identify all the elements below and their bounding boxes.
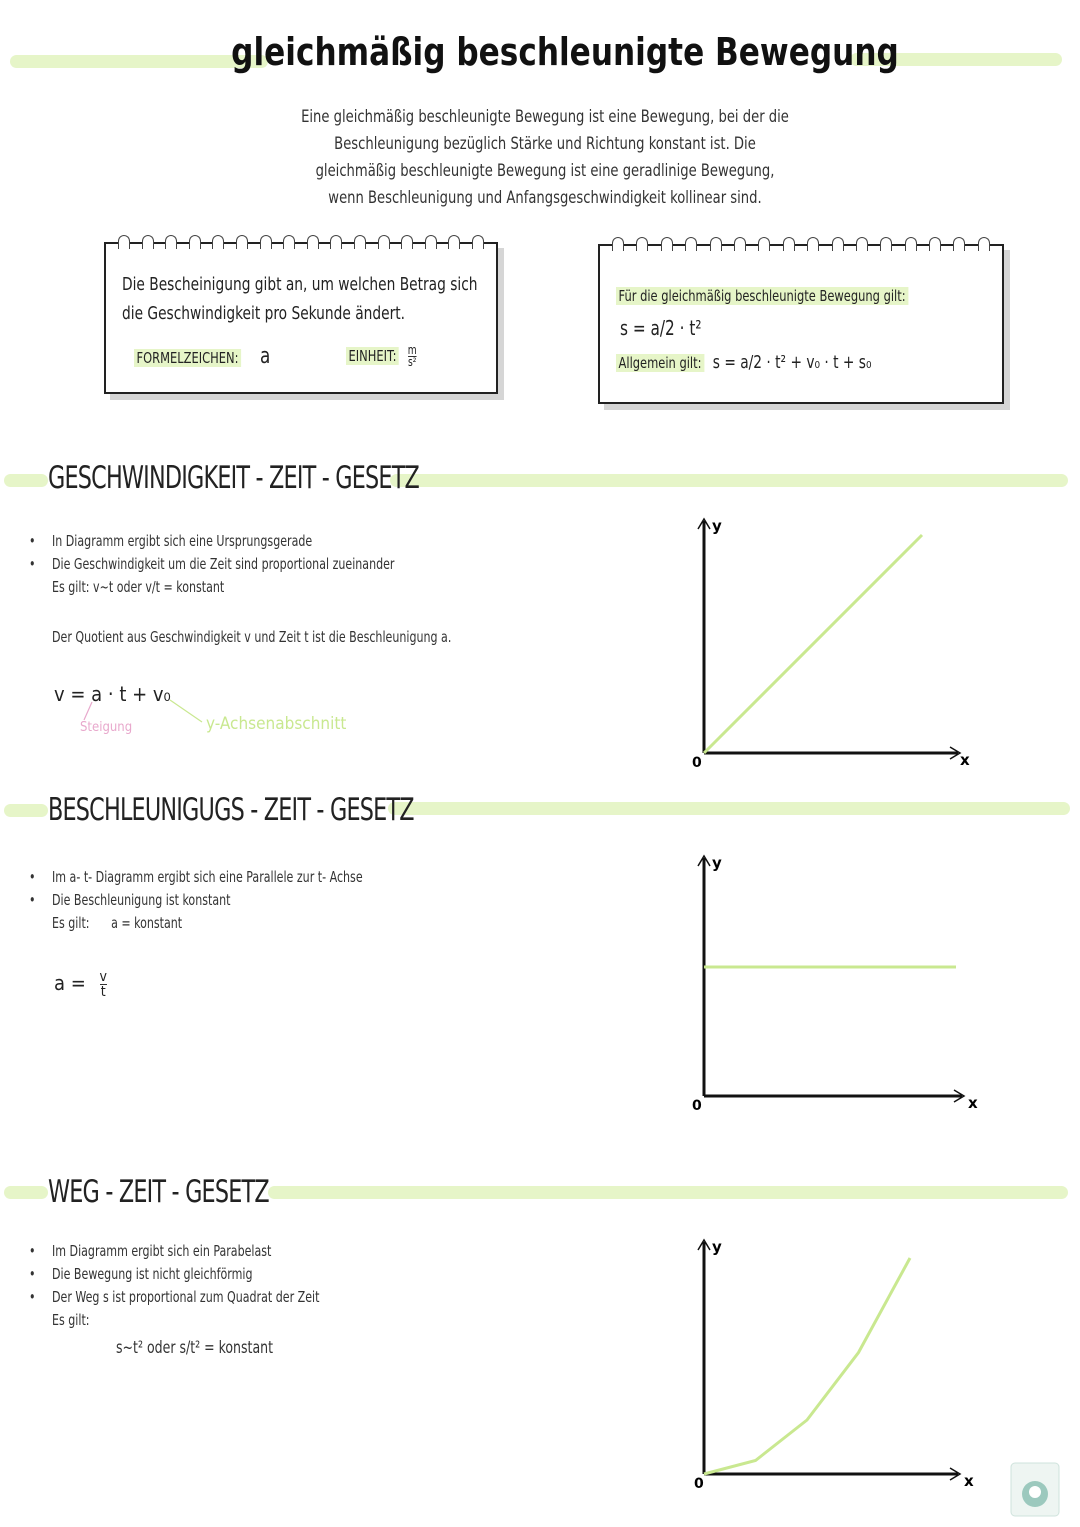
series-line-3	[704, 1258, 910, 1474]
distance-relation: s~t² oder s/t² = konstant	[116, 1338, 274, 1358]
einheit-unit: $\frac{m}{\text{s²}}$	[407, 343, 417, 369]
section3-highlight-left	[4, 1186, 48, 1199]
definition-card	[104, 242, 498, 394]
list-item: • In Diagramm ergibt sich eine Ursprungsgerade	[52, 530, 394, 553]
section3-highlight-right	[268, 1186, 1068, 1199]
formelzeichen-label: FORMELZEICHEN:	[134, 349, 241, 367]
note-steigung: Steigung	[80, 720, 133, 735]
svg-text:x: x	[968, 1094, 978, 1112]
graph-distance-time	[680, 1236, 980, 1496]
acceleration-fraction: $\frac{v}{t}$	[99, 969, 107, 1000]
graph-acceleration-time	[680, 852, 980, 1112]
spiral-rings	[612, 237, 990, 251]
svg-text:0: 0	[692, 1098, 702, 1114]
series-line-1	[704, 535, 922, 753]
section2-highlight-left	[4, 804, 48, 817]
section1-bullets	[52, 530, 394, 599]
section2-heading: BESCHLEUNIGUGS - ZEIT - GESETZ	[48, 792, 414, 828]
formelzeichen-row	[134, 342, 270, 373]
svg-text:y: y	[712, 1238, 722, 1256]
list-item: • Im Diagramm ergibt sich ein Parabelast	[52, 1240, 319, 1263]
section1-highlight-left	[4, 474, 48, 487]
formelzeichen-value: a	[259, 344, 271, 369]
list-item: • Die Beschleunigung ist konstant	[52, 889, 363, 912]
formula-intro: Für die gleichmäßig beschleunigte Bewegung gilt:	[616, 282, 908, 311]
section2-bullets	[52, 866, 363, 935]
intro-paragraph: Eine gleichmäßig beschleunigte Bewegung ist eine Bewegung, bei der die Beschleunigung bezüglich Stärke und Richtung konstant ist. Die gleichmäßig beschleunigte Bewegung ist eine geradlinige Bewegung, wenn Beschleunigung und Anfangsgeschwindigkeit kollinear sind.	[301, 107, 789, 208]
graph-velocity-time	[680, 515, 980, 775]
einheit-row	[346, 342, 417, 371]
acceleration-formula: a = $\frac{v}{t}$	[54, 969, 107, 1000]
spiral-rings	[118, 235, 484, 249]
svg-text:y: y	[712, 854, 722, 872]
list-item: • Die Geschwindigkeit um die Zeit sind proportional zueinander	[52, 553, 394, 576]
section2-highlight-right	[388, 802, 1070, 815]
svg-text:0: 0	[694, 1476, 704, 1492]
es-gilt-line: Es gilt: v~t oder v/t = konstant	[52, 578, 225, 596]
es-gilt-line: Es gilt: a = konstant	[52, 914, 183, 932]
note-arrows	[70, 698, 210, 728]
x-axis-label: x	[960, 751, 970, 769]
list-item: • Der Weg s ist proportional zum Quadrat der Zeit	[52, 1286, 319, 1309]
formula-general-row	[616, 348, 871, 378]
section3-bullets	[52, 1240, 319, 1332]
list-item: • Die Bewegung ist nicht gleichförmig	[52, 1263, 319, 1286]
section1-heading: GESCHWINDIGKEIT - ZEIT - GESETZ	[48, 460, 419, 496]
note-y-achsenabschnitt: y-Achsenabschnitt	[206, 714, 347, 734]
formula-s-simple: s = a/2 · t²	[620, 316, 702, 340]
logo-badge	[1010, 1462, 1060, 1517]
origin-label: 0	[692, 755, 702, 771]
formula-s-general: s = a/2 · t² + v₀ · t + s₀	[712, 352, 872, 373]
section1-highlight-right	[390, 474, 1068, 487]
velocity-formula: v = a · t + v₀	[54, 682, 171, 706]
definition-text: Die Bescheinigung gibt an, um welchen Betrag sich die Geschwindigkeit pro Sekunde ändert.	[122, 274, 478, 324]
y-axis-label: y	[712, 517, 722, 535]
section3-heading: WEG - ZEIT - GESETZ	[48, 1174, 269, 1210]
page-title: gleichmäßig beschleunigte Bewegung	[231, 30, 899, 74]
svg-text:x: x	[964, 1472, 974, 1490]
list-item: • Im a- t- Diagramm ergibt sich eine Parallele zur t- Achse	[52, 866, 363, 889]
es-gilt-label: Es gilt:	[52, 1311, 90, 1329]
quotient-sentence: Der Quotient aus Geschwindigkeit v und Zeit t ist die Beschleunigung a.	[52, 628, 452, 646]
formula-card	[598, 244, 1004, 404]
allgemein-label: Allgemein gilt:	[616, 354, 704, 372]
einheit-label: EINHEIT:	[346, 347, 399, 365]
